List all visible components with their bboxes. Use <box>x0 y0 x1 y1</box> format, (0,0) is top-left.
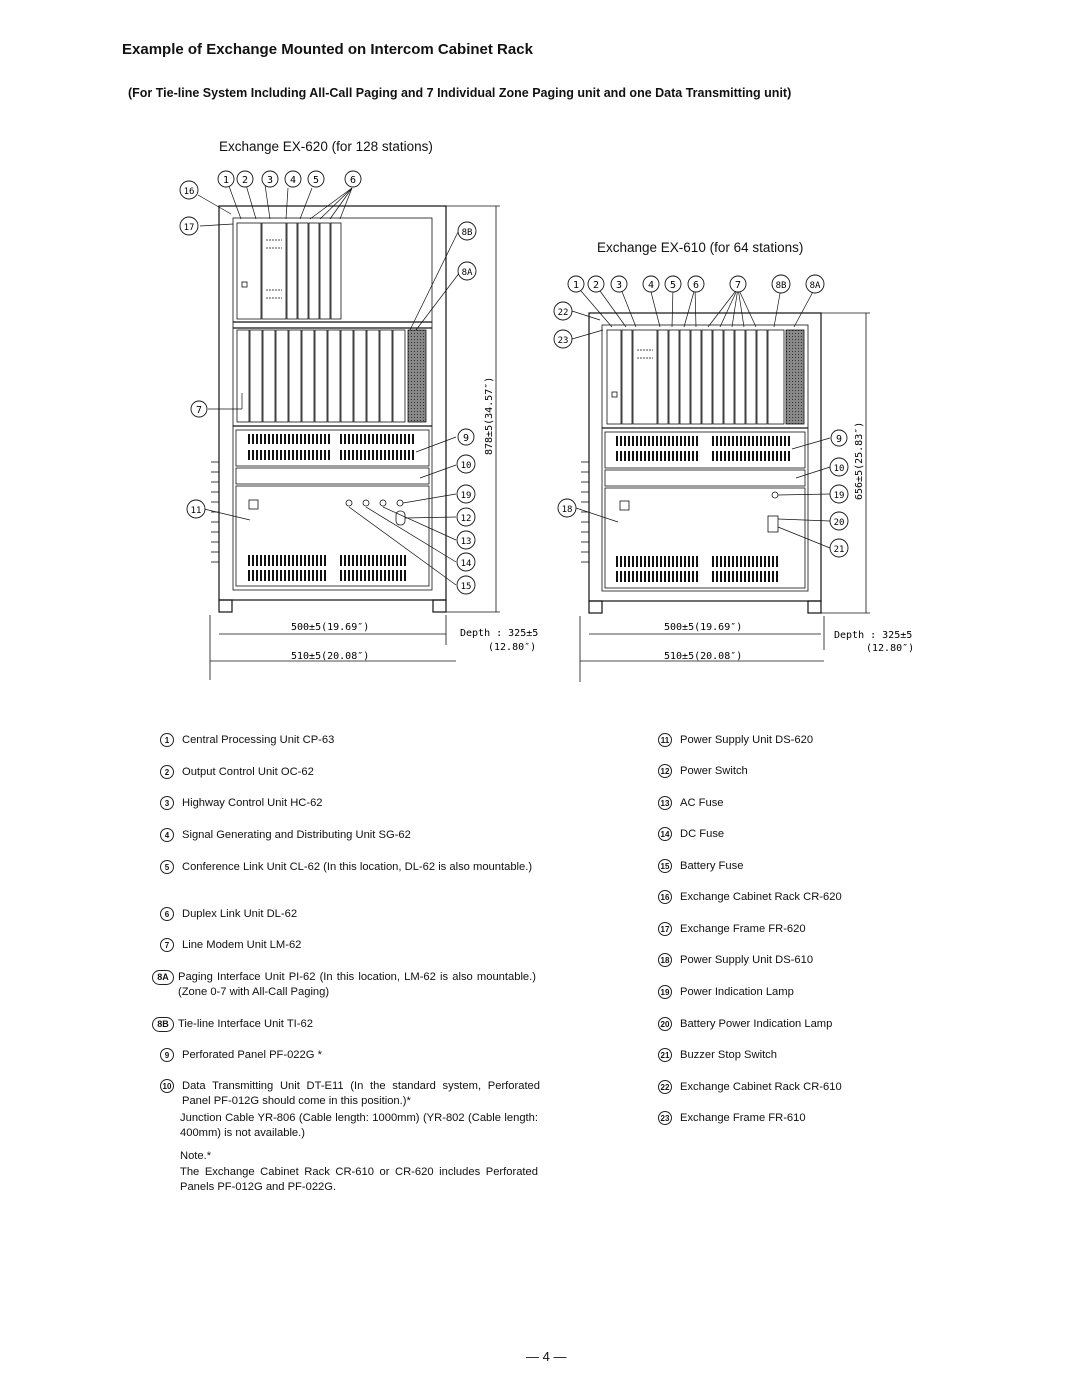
legend-text: Paging Interface Unit PI-62 (In this location, LM-62 is also mountable.) (Zone 0-7 with All-Call Paging) <box>178 971 536 998</box>
legend-marker: 5 <box>160 860 174 874</box>
svg-text:18: 18 <box>561 505 573 515</box>
legend-item-7 <box>160 938 540 953</box>
legend-marker: 22 <box>658 1080 672 1094</box>
legend-text: Exchange Frame FR-610 <box>680 1112 806 1124</box>
legend-text: Exchange Cabinet Rack CR-610 <box>680 1081 842 1093</box>
legend-marker: 12 <box>658 764 672 778</box>
ex620-shelf-1-units <box>237 223 341 319</box>
legend-text: Highway Control Unit HC-62 <box>182 797 323 809</box>
svg-text:22: 22 <box>557 308 569 318</box>
legend-item-18 <box>658 953 918 968</box>
ex610-callout-8a <box>806 275 824 293</box>
svg-text:7: 7 <box>734 280 742 291</box>
legend-marker: 18 <box>658 953 672 967</box>
svg-text:1: 1 <box>222 175 230 186</box>
legend-item-14 <box>658 827 918 842</box>
ex610-depth: Depth : 325±5 <box>834 630 913 641</box>
legend-text: DC Fuse <box>680 828 725 840</box>
svg-text:13: 13 <box>460 537 472 547</box>
svg-text:20: 20 <box>833 518 845 528</box>
ex610-callout-5 <box>665 276 681 292</box>
ex610-callout-1 <box>568 276 584 292</box>
legend-marker: 3 <box>160 796 174 810</box>
ex610-callout-19 <box>830 485 848 503</box>
ex620-callout-16 <box>180 181 198 199</box>
ex620-height-label: 878±5(34.57″) <box>484 376 495 455</box>
ex620-diagram-title: Exchange EX-620 (for 128 stations) <box>219 139 433 154</box>
legend-text: Power Supply Unit DS-620 <box>680 734 814 746</box>
ex620-callout-7 <box>191 401 207 417</box>
legend-marker: 16 <box>658 890 672 904</box>
svg-text:8B: 8B <box>461 228 473 238</box>
legend-text: Exchange Cabinet Rack CR-620 <box>680 891 842 903</box>
legend-marker: 9 <box>160 1048 174 1062</box>
ex620-callout-19 <box>457 485 475 503</box>
legend-text: Line Modem Unit LM-62 <box>182 939 302 951</box>
legend-item-19 <box>658 985 918 1000</box>
legend-marker: 20 <box>658 1017 672 1031</box>
ex620-callout-6 <box>345 171 361 187</box>
svg-text:15: 15 <box>460 582 472 592</box>
ex610-callout-4 <box>643 276 659 292</box>
ex610-diagram-title: Exchange EX-610 (for 64 stations) <box>597 240 804 255</box>
ex620-callout-3 <box>262 171 278 187</box>
legend-marker: 19 <box>658 985 672 999</box>
ex620-callout-8a <box>458 262 476 280</box>
ex610-callout-7 <box>730 276 746 292</box>
legend-marker: 6 <box>160 907 174 921</box>
legend-10-cable-note: Junction Cable YR-806 (Cable length: 1000mm) (YR-802 (Cable length: 400mm) is not available.) <box>180 1112 538 1139</box>
legend-text: Exchange Frame FR-620 <box>680 923 806 935</box>
legend-text: Conference Link Unit CL-62 (In this location, DL-62 is also mountable.) <box>182 861 533 873</box>
svg-text:19: 19 <box>833 491 845 501</box>
legend-text: Buzzer Stop Switch <box>680 1049 778 1061</box>
ex620-callout-10 <box>457 455 475 473</box>
page-subtitle: (For Tie-line System Including All-Call Paging and 7 Individual Zone Paging unit and one Data Transmitting unit) <box>128 86 792 100</box>
svg-text:3: 3 <box>266 175 274 186</box>
ex610-8a-unit <box>786 330 804 424</box>
svg-text:4: 4 <box>289 175 297 186</box>
legend-marker: 1 <box>160 733 174 747</box>
legend-item-23 <box>658 1111 918 1126</box>
svg-text:6: 6 <box>349 175 357 186</box>
svg-text:7: 7 <box>195 405 203 416</box>
legend-marker: 15 <box>658 859 672 873</box>
legend-item-17 <box>658 922 918 937</box>
legend-marker: 17 <box>658 922 672 936</box>
ex610-callout-9 <box>831 430 847 446</box>
legend-item-4 <box>160 828 540 843</box>
ex620-callout-13 <box>457 531 475 549</box>
legend-item-16 <box>658 890 918 905</box>
legend-item-20 <box>658 1017 918 1032</box>
ex620-callout-9 <box>458 429 474 445</box>
svg-text:1: 1 <box>572 280 580 291</box>
ex620-width-outer: 510±5(20.08″) <box>291 651 370 662</box>
legend-item-13 <box>658 796 918 811</box>
page-number: — 4 — <box>526 1349 567 1364</box>
svg-text:9: 9 <box>835 434 843 445</box>
legend-marker: 13 <box>658 796 672 810</box>
legend-text: Power Switch <box>680 765 748 777</box>
ex610-callout-21 <box>830 539 848 557</box>
ex620-callout-15 <box>457 576 475 594</box>
ex620-callout-2 <box>237 171 253 187</box>
ex620-callout-1 <box>218 171 234 187</box>
svg-text:9: 9 <box>462 433 470 444</box>
note-label: Note.* <box>180 1150 212 1162</box>
ex610-callout-2 <box>588 276 604 292</box>
svg-text:8A: 8A <box>809 281 821 291</box>
legend-marker: 14 <box>658 827 672 841</box>
ex610-shelf-units <box>607 330 784 424</box>
legend-item-2 <box>160 765 540 780</box>
ex620-callout-8b <box>458 222 476 240</box>
svg-text:4: 4 <box>647 280 655 291</box>
svg-text:8B: 8B <box>775 281 787 291</box>
svg-text:6: 6 <box>692 280 700 291</box>
ex610-data-transmitting-unit <box>605 470 805 486</box>
legend-item-10 <box>160 1079 540 1109</box>
legend-text: Battery Power Indication Lamp <box>680 1018 833 1030</box>
legend-text: Duplex Link Unit DL-62 <box>182 908 298 920</box>
svg-text:14: 14 <box>460 559 472 569</box>
legend-item-15 <box>658 859 918 874</box>
legend-item-6 <box>160 907 540 922</box>
legend-item-8b <box>157 1017 540 1032</box>
legend-text: Signal Generating and Distributing Unit SG-62 <box>182 829 411 841</box>
ex620-shelf-2-units <box>237 330 405 422</box>
ex610-callout-6 <box>688 276 704 292</box>
legend-text: Perforated Panel PF-022G * <box>182 1049 322 1061</box>
ex610-callout-22 <box>554 302 572 320</box>
legend-text: Tie-line Interface Unit TI-62 <box>178 1018 313 1030</box>
ex610-callout-8b <box>772 275 790 293</box>
legend-marker: 11 <box>658 733 672 747</box>
ex610-callout-10 <box>830 458 848 476</box>
ex610-depth-inches: (12.80″) <box>866 643 915 654</box>
legend-item-21 <box>658 1048 918 1063</box>
legend-marker: 8A <box>152 970 174 985</box>
ex610-callout-18 <box>558 499 576 517</box>
svg-text:16: 16 <box>183 187 195 197</box>
svg-text:17: 17 <box>183 223 195 233</box>
legend-marker: 4 <box>160 828 174 842</box>
legend-item-9 <box>160 1048 540 1063</box>
note-text: The Exchange Cabinet Rack CR-610 or CR-620 includes Perforated Panels PF-012G and PF-022G. <box>180 1166 538 1193</box>
svg-text:8A: 8A <box>461 268 473 278</box>
svg-text:21: 21 <box>833 545 845 555</box>
svg-text:19: 19 <box>460 491 472 501</box>
ex620-width-inner: 500±5(19.69″) <box>291 622 370 633</box>
legend-text: Central Processing Unit CP-63 <box>182 734 335 746</box>
legend-item-12 <box>658 764 918 779</box>
ex620-data-transmitting-unit <box>236 468 429 484</box>
legend-item-5 <box>160 860 540 875</box>
svg-text:5: 5 <box>669 280 677 291</box>
ex610-callout-20 <box>830 512 848 530</box>
page-title: Example of Exchange Mounted on Intercom Cabinet Rack <box>122 41 533 58</box>
legend-item-8a <box>157 970 540 1000</box>
legend-item-11 <box>658 733 918 748</box>
legend-item-3 <box>160 796 540 811</box>
svg-text:5: 5 <box>312 175 320 186</box>
legend-item-22 <box>658 1080 918 1095</box>
ex620-callout-11 <box>187 500 205 518</box>
legend-marker: 23 <box>658 1111 672 1125</box>
svg-text:10: 10 <box>833 464 845 474</box>
ex610-callout-23 <box>554 330 572 348</box>
legend-text: AC Fuse <box>680 797 724 809</box>
ex620-depth: Depth : 325±5 <box>460 628 539 639</box>
ex620-callout-4 <box>285 171 301 187</box>
legend-marker: 10 <box>160 1079 174 1093</box>
svg-text:2: 2 <box>241 175 249 186</box>
ex610-height-label: 656±5(25.83″) <box>854 421 865 500</box>
legend-marker: 7 <box>160 938 174 952</box>
ex610-callout-3 <box>611 276 627 292</box>
ex620-callout-5 <box>308 171 324 187</box>
legend-text: Power Indication Lamp <box>680 986 794 998</box>
legend-marker: 2 <box>160 765 174 779</box>
svg-text:3: 3 <box>615 280 623 291</box>
svg-text:2: 2 <box>592 280 600 291</box>
ex620-callout-17 <box>180 217 198 235</box>
svg-text:10: 10 <box>460 461 472 471</box>
ex620-depth-inches: (12.80″) <box>488 642 537 653</box>
legend-item-1 <box>160 733 540 748</box>
legend-text: Power Supply Unit DS-610 <box>680 954 814 966</box>
legend-text: Battery Fuse <box>680 860 744 872</box>
ex620-8a-unit <box>408 330 426 422</box>
legend-text: Data Transmitting Unit DT-E11 (In the standard system, Perforated Panel PF-012G should come in this position.)* <box>182 1080 540 1107</box>
legend-text: Output Control Unit OC-62 <box>182 766 314 778</box>
ex610-width-inner: 500±5(19.69″) <box>664 622 743 633</box>
svg-text:23: 23 <box>557 336 569 346</box>
ex620-callout-12 <box>457 508 475 526</box>
legend-marker: 8B <box>152 1017 174 1032</box>
legend-marker: 21 <box>658 1048 672 1062</box>
ex610-width-outer: 510±5(20.08″) <box>664 651 743 662</box>
ex620-callout-14 <box>457 553 475 571</box>
svg-text:12: 12 <box>460 514 472 524</box>
svg-text:11: 11 <box>190 506 202 516</box>
